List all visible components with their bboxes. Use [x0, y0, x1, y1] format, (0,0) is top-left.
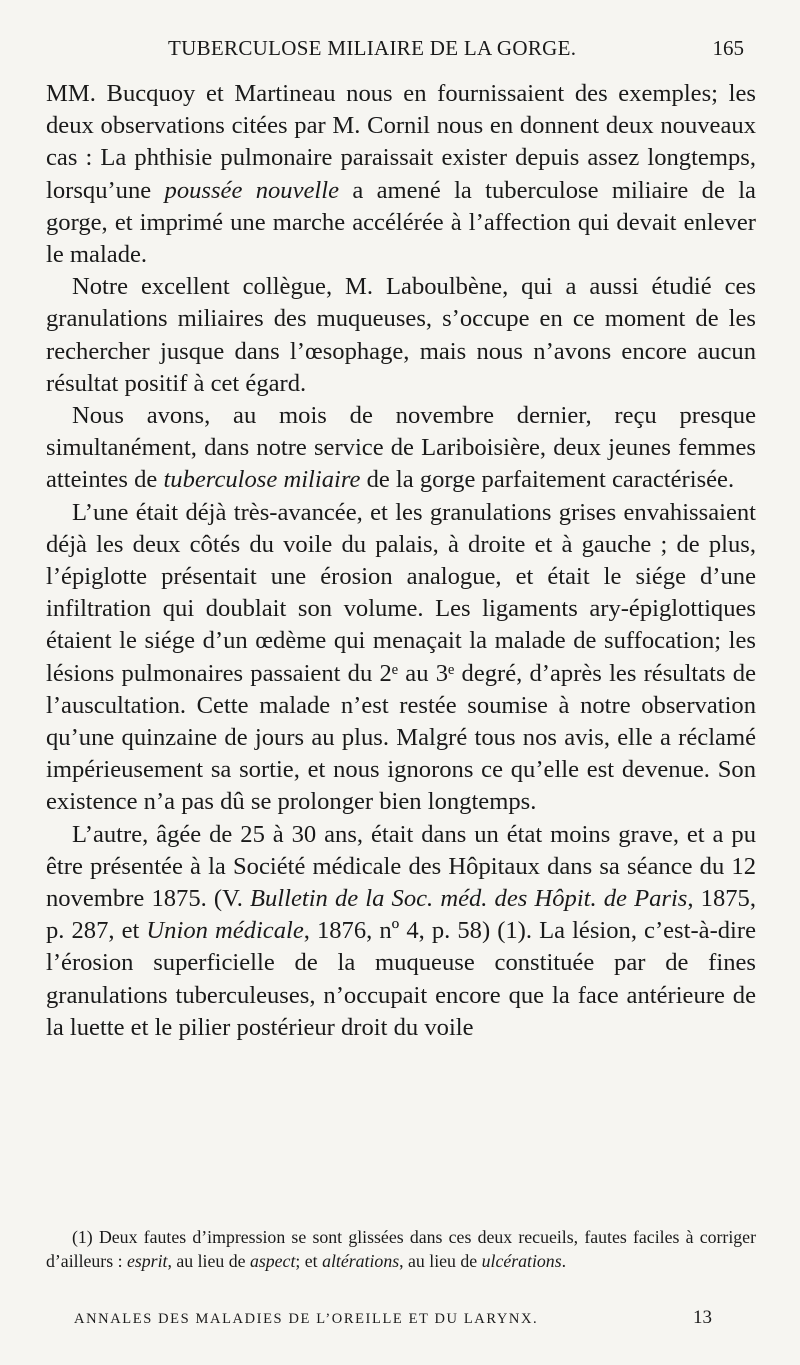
text-segment: , 1875, p. 287, et [46, 885, 756, 945]
italic-segment: aspect [249, 1251, 296, 1271]
signature-mark: 13 [693, 1307, 712, 1328]
text-segment: , au lieu de [167, 1251, 250, 1271]
text-segment: L’une était déjà très-avancée, et les granulations grises envahissaient déjà les deux côtés du voile du palais, à droite et à gauche ; de plus, l’épiglotte présentait une érosion analogue, et était le siége d’une infiltration qui doublait son volume. Les ligaments ary-épiglottiques étaient le siége d’un œdème qui menaçait la malade de suffocation; les lésions pulmonaires passaient du 2ᵉ au 3ᵉ degré, d’après les résultats de l’auscultation. Cette malade n’est restée soumise à notre observation qu’une quinzaine de jours au plus. Malgré tous nos avis, elle a réclamé impérieusement sa sortie, et nous ignorons ce qu’elle est devenue. Son existence n’a pas dû se prolonger bien longtemps. [46, 498, 756, 816]
italic-segment: Union médicale [146, 917, 304, 945]
page-number: 165 [712, 36, 744, 60]
running-title: TUBERCULOSE MILIAIRE DE LA GORGE. [168, 36, 577, 60]
paragraph-1 [46, 78, 756, 271]
page-header [46, 36, 758, 66]
italic-segment: tuberculose miliaire [163, 466, 361, 494]
text-segment: ; et [295, 1251, 323, 1271]
text-segment: MM. Bucquoy et Martineau nous en fournissaient des exemples; les deux observations citées par M. Cornil nous en donnent deux nouveaux cas : La phthisie pulmonaire paraissait exister depuis assez longtemps, lorsqu’une [46, 80, 756, 204]
paragraph-4 [46, 497, 756, 819]
text-segment: L’autre, âgée de 25 à 30 ans, était dans un état moins grave, et a pu être présentée à la Société médicale des Hôpitaux dans sa séance du 12 novembre 1875. (V. [46, 820, 756, 913]
text-segment: a amené la tuberculose miliaire de la gorge, et imprimé une marche accélérée à l’affection qui devait enlever le malade. [46, 176, 756, 269]
text-segment: (1) Deux fautes d’impression se sont glissées dans ces deux recueils, fautes faciles à corriger d’ailleurs : [46, 1227, 756, 1271]
text-segment: , 1876, nº 4, p. 58) (1). La lésion, c’est-à-dire l’érosion superficielle de la muqueuse constituée par de fines granulations tuberculeuses, n’occupait encore que la face antérieure de la luette et le pilier postérieur droit du voile [46, 917, 756, 1041]
journal-title: ANNALES DES MALADIES DE L’OREILLE ET DU LARYNX. [74, 1311, 539, 1327]
page-footer [74, 1307, 712, 1337]
italic-segment: ulcérations [481, 1251, 562, 1271]
footnotes [46, 1225, 756, 1273]
paragraph-5 [46, 819, 756, 1044]
italic-segment: esprit [126, 1251, 168, 1271]
paragraph-3 [46, 400, 756, 497]
italic-segment: poussée nouvelle [164, 176, 340, 204]
text-segment: Nous avons, au mois de novembre dernier, reçu presque simultanément, dans notre service de Lariboisière, deux jeunes femmes atteintes de [46, 402, 756, 494]
footnote-1 [46, 1225, 756, 1273]
italic-segment: altérations [322, 1251, 400, 1271]
body-text [46, 78, 756, 1044]
text-segment: de la gorge parfaitement caractérisée. [360, 466, 735, 494]
italic-segment: Bulletin de la Soc. méd. des Hôpit. de Paris [249, 885, 688, 913]
text-segment: Notre excellent collègue, M. Laboulbène, qui a aussi étudié ces granulations miliaires des muqueuses, s’occupe en ce moment de les rechercher jusque dans l’œsophage, mais nous n’avons encore aucun résultat positif à cet égard. [46, 273, 756, 397]
text-segment: . [561, 1251, 567, 1271]
paragraph-2 [46, 271, 756, 400]
text-segment: , au lieu de [399, 1251, 482, 1271]
